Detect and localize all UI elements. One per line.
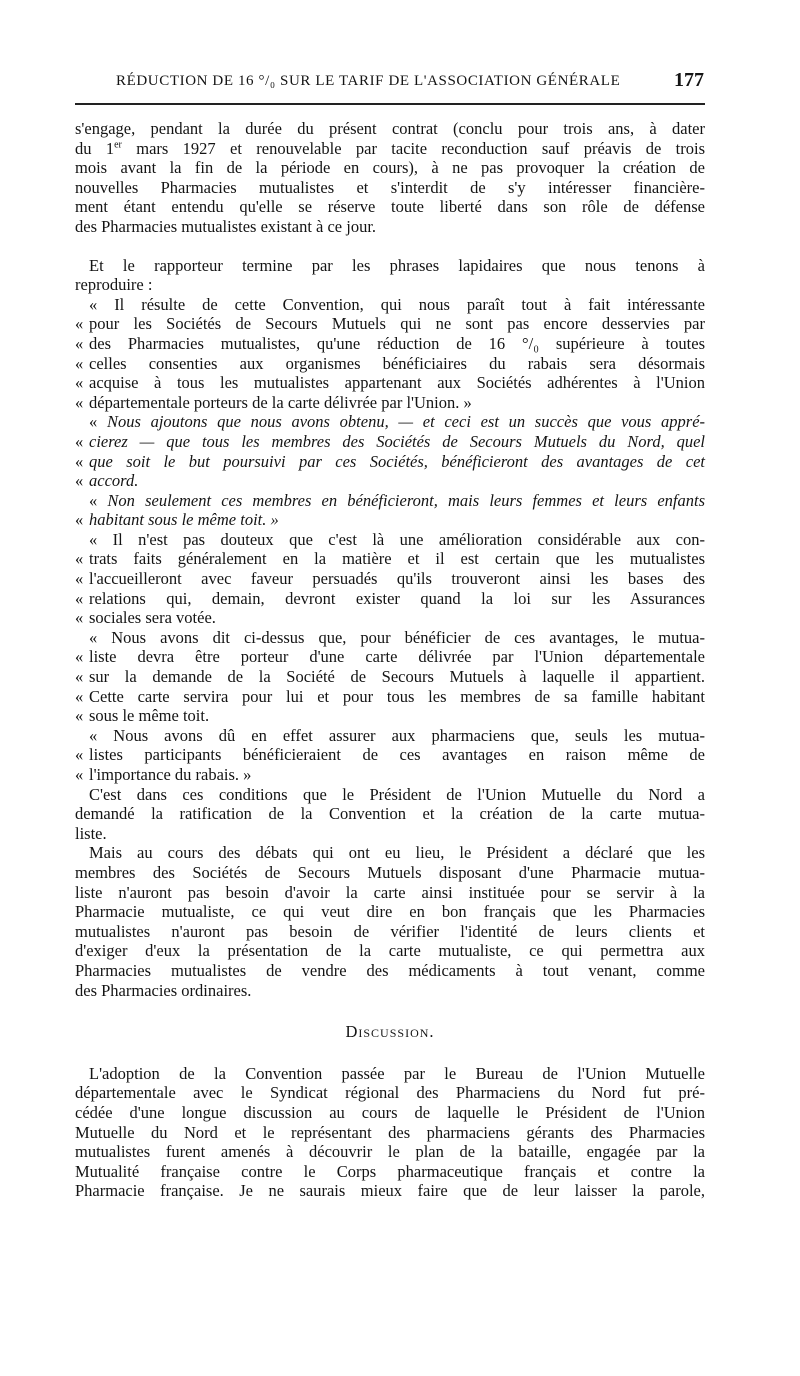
paragraph-contract-terms [75,119,705,237]
line-text: liste. [75,823,107,843]
quote-text: l'importance du rabais. » [89,765,252,784]
quote-text: Non seulement ces membres en bénéficieront, mais leurs femmes et leurs enfants [107,490,705,510]
text-line [75,785,705,805]
quote-line [75,334,705,354]
text-line [75,178,705,198]
quote-line [75,549,705,569]
guillemet-mark: « [75,549,84,569]
quote-text: Nous avons dû en effet assurer aux pharmaciens que, seuls les mutua- [113,725,705,745]
line-text: Pharmacies mutualistes de vendre des médicaments à tout venant, comme [75,960,705,980]
guillemet-mark: « [75,686,84,706]
quote-line [75,667,705,687]
guillemet-mark: « [75,510,84,530]
quote-text: liste devra être porteur d'une carte délivrée par l'Union départementale [89,647,705,667]
guillemet-mark: « [89,529,98,549]
quote-text: cierez — que tous les membres des Sociétés de Secours Mutuels du Nord, quel [89,431,705,451]
line-text: mutualistes furent amenés à découvrir le plan de la bataille, engagée par la [75,1142,705,1162]
quote-text: habitant sous le même toit. » [89,510,279,530]
quote-line [75,765,705,785]
quote-text: sociales sera votée. [89,608,216,628]
guillemet-mark: « [89,294,98,314]
quote-line [75,452,705,472]
header-rule [75,103,705,105]
line-text: mutualistes n'auront pas besoin de vérifier l'identité de leurs clients et [75,921,705,941]
quote-text: listes participants bénéficieraient de ces avantages en raison même de [89,745,705,765]
quote-line [75,295,705,315]
quote-line [75,393,705,413]
paragraph-gap [75,237,705,256]
text-line [75,256,705,276]
quote-text: sous le même toit. [89,706,210,726]
line-text: demandé la ratification de la Convention et la création de la carte mutua- [75,804,705,824]
running-header [116,64,704,94]
line-text: départementale avec le Syndicat régional des Pharmaciens du Nord fut pré- [75,1083,705,1103]
quote-text: départementale porteurs de la carte délivrée par l'Union. » [89,392,472,412]
quote-line [75,373,705,393]
text-line [75,883,705,903]
line-text: membres des Sociétés de Secours Mutuels disposant d'une Pharmacie mutua- [75,862,705,882]
guillemet-mark: « [75,314,84,334]
text-line [75,1162,705,1182]
quote-text: pour les Sociétés de Secours Mutuels qui ne sont pas encore desservies par [89,314,705,334]
quote-line [75,471,705,491]
text-line [75,1142,705,1162]
text-line [75,1103,705,1123]
guillemet-mark: « [75,451,84,471]
quote-text: trats faits généralement en la matière et il est certain que les mutualistes [89,549,705,569]
guillemet-mark: « [75,608,84,628]
quote-text: Cette carte servira pour lui et pour tous les membres de sa famille habitant [89,686,705,706]
quote-line [75,314,705,334]
guillemet-mark: « [89,627,98,647]
text-line [75,1181,705,1201]
quote-text: Il n'est pas douteux que c'est là une amélioration considérable aux con- [112,529,705,549]
line-text: liste n'auront pas besoin d'avoir la carte ainsi instituée pour se servir à la [75,882,705,902]
guillemet-mark: « [75,333,84,353]
text-line [75,275,705,295]
text-line [75,824,705,844]
guillemet-mark: « [75,667,84,687]
guillemet-mark: « [75,431,84,451]
section-heading-text: Discussion. [345,1022,435,1042]
page-body [75,119,705,1201]
text-line [75,1123,705,1143]
quote-text: que soit le but poursuivi par ces Sociétés, bénéficieront des avantages de cet [89,451,705,471]
text-line [75,1083,705,1103]
quote-text: des Pharmacies mutualistes, qu'une réduction de 16 °/₀ supérieure à toutes [89,333,705,353]
quote-line [75,687,705,707]
section-heading [75,1022,705,1042]
quote-line [75,569,705,589]
guillemet-mark: « [75,765,84,784]
text-line [75,197,705,217]
line-text: mois avant la fin de la période en cours), à ne pas provoquer la création de [75,158,705,178]
page-number: 177 [674,69,704,91]
paragraph-discussion [75,1064,705,1201]
guillemet-mark: « [75,392,84,412]
text-line [75,902,705,922]
quote-text: Nous avons dit ci-dessus que, pour bénéficier de ces avantages, le mutua- [111,627,705,647]
guillemet-mark: « [75,588,84,608]
guillemet-mark: « [75,569,84,589]
text-line [75,804,705,824]
guillemet-mark: « [75,745,84,765]
quote-line [75,608,705,628]
guillemet-mark: « [75,706,84,726]
line-text: ment étant entendu qu'elle se réserve toute liberté dans son rôle de défense [75,197,705,217]
quote-line [75,726,705,746]
line-text: du 1er mars 1927 et renouvelable par tacite reconduction sauf préavis de trois [75,138,705,158]
guillemet-mark: « [89,490,98,510]
guillemet-mark: « [75,353,84,373]
line-text: nouvelles Pharmacies mutualistes et s'interdit de s'y intéresser financière- [75,177,705,197]
guillemet-mark: « [89,412,98,432]
quote-line [75,412,705,432]
quote-line [75,354,705,374]
line-text: C'est dans ces conditions que le Président de l'Union Mutuelle du Nord a [89,784,705,804]
line-text: des Pharmacies mutualistes existant à ce jour. [75,216,377,236]
quote-line [75,706,705,726]
paragraph-rapporteur-intro [75,256,705,295]
line-text: Mutuelle du Nord et le représentant des pharmaciens gérants des Pharmacies [75,1122,705,1142]
text-line [75,941,705,961]
text-line [75,922,705,942]
line-text: cédée d'une longue discussion au cours de laquelle le Président de l'Union [75,1102,705,1122]
text-line [75,119,705,139]
quote-line [75,589,705,609]
text-line [75,981,705,1001]
quote-line [75,628,705,648]
text-line [75,217,705,237]
quote-line [75,530,705,550]
guillemet-mark: « [75,647,84,667]
paragraph-ratification [75,785,705,844]
line-text: L'adoption de la Convention passée par le Bureau de l'Union Mutuelle [89,1063,705,1083]
text-line [75,843,705,863]
guillemet-mark: « [75,373,84,393]
text-line [75,139,705,159]
quote-text: sur la demande de la Société de Secours Mutuels à laquelle il appartient. [89,667,705,687]
running-title: RÉDUCTION DE 16 °/₀ SUR LE TARIF DE L'ASSOCIATION GÉNÉRALE [116,73,621,89]
quote-line [75,745,705,765]
line-text: Et le rapporteur termine par les phrases lapidaires que nous tenons à [89,255,705,275]
quote-text: Il résulte de cette Convention, qui nous paraît tout à fait intéressante [114,294,706,314]
line-text: d'exiger d'eux la présentation de la carte mutualiste, ce qui permettra aux [75,941,705,961]
quote-line [75,491,705,511]
guillemet-mark: « [89,725,98,745]
line-text: Mutualité française contre le Corps pharmaceutique français et contre la [75,1161,705,1181]
paragraph-debates [75,843,705,1000]
quote-line [75,432,705,452]
line-text: Mais au cours des débats qui ont eu lieu, le Président a déclaré que les [89,843,705,863]
quote-text: l'accueilleront avec faveur persuadés qu'ils trouveront ainsi les bases des [89,569,705,589]
line-text: Pharmacie française. Je ne saurais mieux faire que de leur laisser la parole, [75,1181,705,1201]
quote-text: celles consenties aux organismes bénéficiaires du rabais sera désormais [89,353,705,373]
line-text: des Pharmacies ordinaires. [75,980,252,1000]
text-line [75,961,705,981]
quote-line [75,647,705,667]
quote-text: relations qui, demain, devront exister quand la loi sur les Assurances [89,588,705,608]
quote-text: Nous ajoutons que nous avons obtenu, — et ceci est un succès que vous appré- [106,412,706,432]
text-line [75,1064,705,1084]
line-text: reproduire : [75,275,153,295]
quoted-report [75,295,705,785]
quote-line [75,510,705,530]
text-line [75,158,705,178]
line-text: s'engage, pendant la durée du présent contrat (conclu pour trois ans, à dater [75,119,705,138]
line-text: Pharmacie mutualiste, ce qui veut dire en bon français que les Pharmacies [75,902,705,922]
text-line [75,863,705,883]
guillemet-mark: « [75,471,84,491]
quote-text: accord. [89,471,139,491]
quote-text: acquise à tous les mutualistes appartenant aux Sociétés adhérentes à l'Union [89,373,705,393]
